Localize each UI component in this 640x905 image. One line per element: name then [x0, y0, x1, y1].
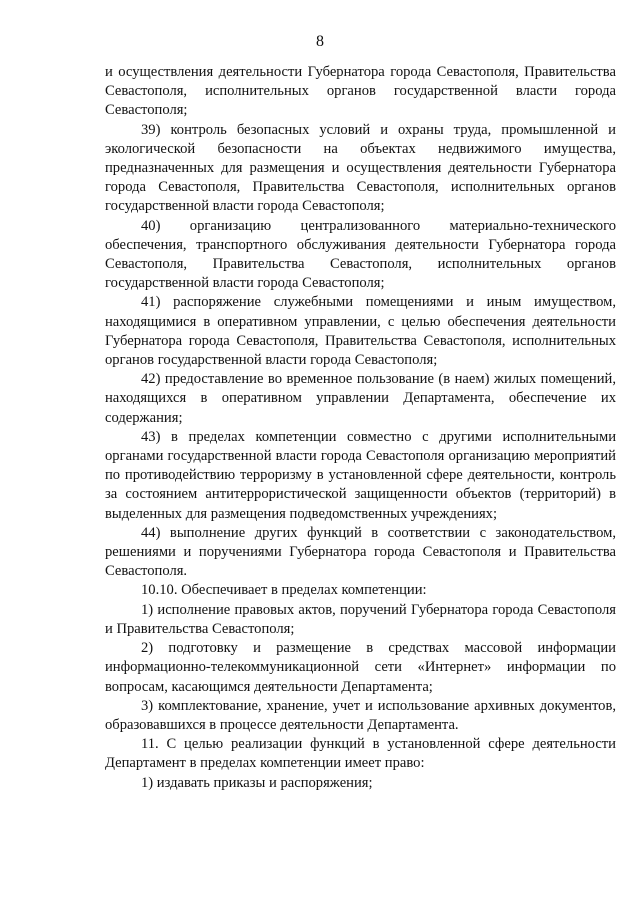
paragraph-continuation: и осуществления деятельности Губернатора города Севастополя, Правительства Севастополя, исполнительных органов государственной власти города Севастополя; — [105, 64, 616, 119]
paragraph-item-44: 44) выполнение других функций в соответствии с законодательством, решениями и поручениями Губернатора города Севастополя и Правительства Севастополя. — [105, 524, 616, 580]
paragraph-item-39: 39) контроль безопасных условий и охраны труда, промышленной и экологической безопасности на объектах недвижимого имущества, предназначенных для размещения и осуществления деятельности Губернатора города Севастополя, Правительства Севастополя, исполнительных органов государственной власти города Севастополя; — [105, 121, 616, 215]
paragraph-10-10-item-2: 2) подготовку и размещение в средствах массовой информации информационно-телекоммуникационной сети «Интернет» информации по вопросам, касающимся деятельности Департамента; — [105, 640, 616, 695]
paragraph-item-40: 40) организацию централизованного материально-технического обеспечения, транспортного обслуживания деятельности Губернатора города Севастополя, Правительства Севастополя, исполнительных органов государственной власти города Севастополя; — [105, 217, 616, 292]
page-number: 8 — [316, 33, 324, 50]
paragraph-10-10-item-3: 3) комплектование, хранение, учет и использование архивных документов, образовавшихся в процессе деятельности Департамента. — [105, 697, 616, 733]
section-11-heading: 11. С целью реализации функций в установленной сфере деятельности Департамент в пределах компетенции имеет право: — [105, 736, 616, 772]
paragraph-11-item-1: 1) издавать приказы и распоряжения; — [141, 774, 373, 791]
paragraph-item-43: 43) в пределах компетенции совместно с другими исполнительными органами государственной власти города Севастополя организацию мероприятий по противодействию терроризму в установленной сфере деятельности, контроль за состоянием антитеррористической защищенности объектов (территорий) в выделенных для размещения подведомственных учреждениях; — [105, 428, 616, 522]
document-body — [105, 63, 616, 793]
paragraph-10-10-item-1: 1) исполнение правовых актов, поручений Губернатора города Севастополя и Правительства Севастополя; — [105, 601, 616, 637]
section-10-10-heading: 10.10. Обеспечивает в пределах компетенции: — [141, 582, 427, 599]
paragraph-item-42: 42) предоставление во временное пользование (в наем) жилых помещений, находящихся в оперативном управлении Департамента, обеспечение их содержания; — [105, 371, 616, 426]
paragraph-item-41: 41) распоряжение служебными помещениями и иным имуществом, находящимися в оперативном управлении, с целью обеспечения деятельности Губернатора города Севастополя, Правительства Севастополя, исполнительных органов государственной власти города Севастополя; — [105, 294, 616, 369]
